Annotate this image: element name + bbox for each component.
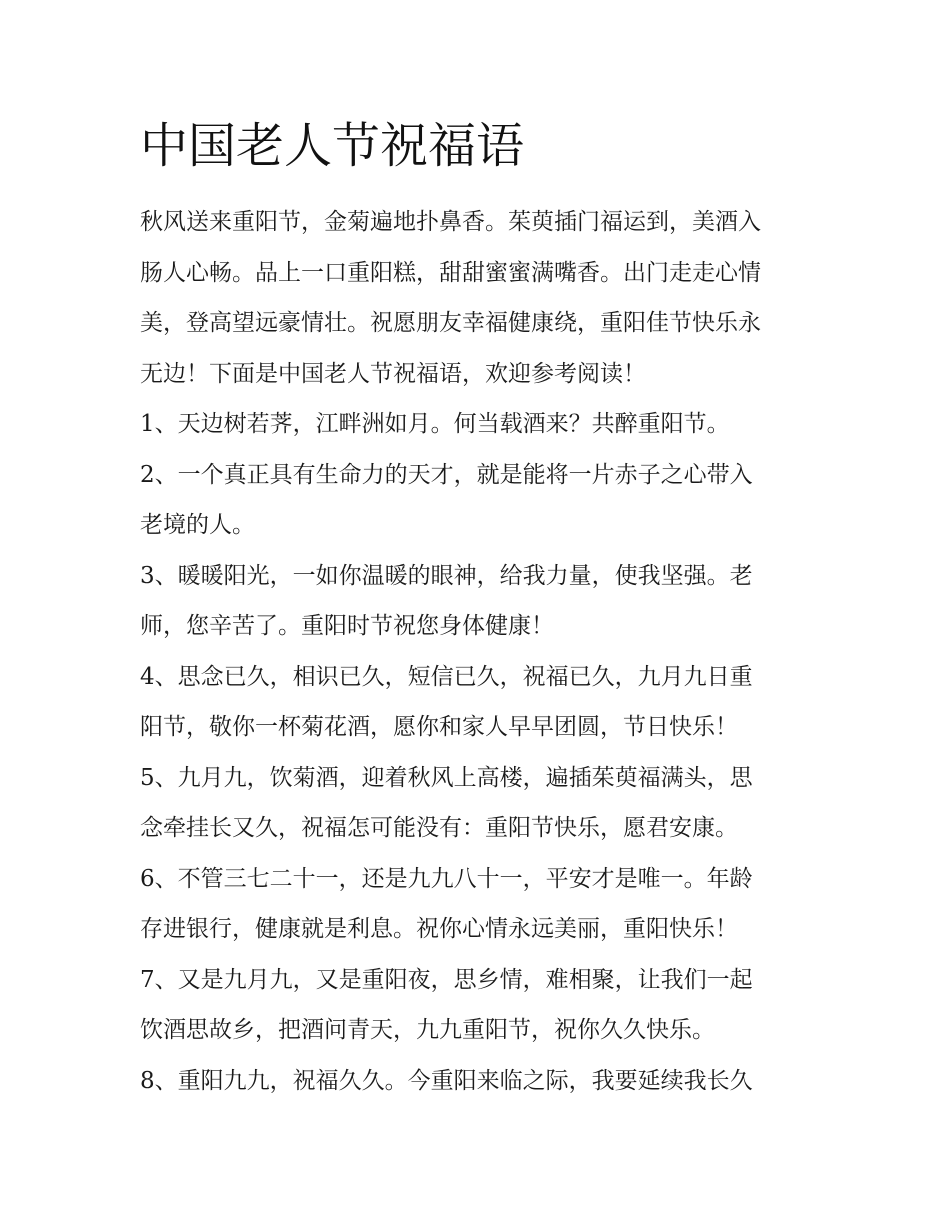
text-line: 6、不管三七二十一，还是九九八十一，平安才是唯一。年龄: [140, 865, 753, 892]
blessing-item-2: [140, 450, 816, 551]
text-line: 7、又是九月九，又是重阳夜，思乡情，难相聚，让我们一起: [140, 966, 753, 993]
text-line: 念牵挂长又久，祝福怎可能没有：重阳节快乐，愿君安康。: [140, 815, 738, 841]
text-line: 秋风送来重阳节，金菊遍地扑鼻香。茱萸插门福运到，美酒入: [140, 209, 761, 235]
text-line: 1、天边树若荠，江畔洲如月。何当载酒来？共醉重阳节。: [140, 411, 730, 437]
text-line: 4、思念已久，相识已久，短信已久，祝福已久，九月九日重: [140, 663, 753, 690]
document-title: 中国老人节祝福语: [140, 118, 525, 174]
blessing-item-3: [140, 551, 816, 652]
blessing-item-6: [140, 854, 816, 955]
text-line: 美，登高望远豪情壮。祝愿朋友幸福健康绕，重阳佳节快乐永: [140, 310, 761, 336]
text-line: 阳节，敬你一杯菊花酒，愿你和家人早早团圆，节日快乐！: [140, 714, 738, 740]
text-line: 3、暖暖阳光，一如你温暖的眼神，给我力量，使我坚强。老: [140, 562, 753, 589]
text-line: 师，您辛苦了。重阳时节祝您身体健康！: [140, 613, 554, 639]
text-line: 存进银行，健康就是利息。祝你心情永远美丽，重阳快乐！: [140, 916, 738, 942]
text-line: 肠人心畅。品上一口重阳糕，甜甜蜜蜜满嘴香。出门走走心情: [140, 259, 761, 286]
blessing-item-5: [140, 753, 816, 854]
text-line: 无边！下面是中国老人节祝福语，欢迎参考阅读！: [140, 360, 646, 387]
blessing-item-8: [140, 1056, 816, 1107]
blessing-item-1: [140, 399, 816, 450]
text-line: 饮酒思故乡，把酒问青天，九九重阳节，祝你久久快乐。: [140, 1017, 715, 1043]
text-line: 2、一个真正具有生命力的天才，就是能将一片赤子之心带入: [140, 461, 753, 488]
intro-paragraph: [140, 197, 816, 399]
text-line: 老境的人。: [140, 512, 255, 538]
text-line: 8、重阳九九，祝福久久。今重阳来临之际，我要延续我长久: [140, 1067, 753, 1094]
text-line: 5、九月九，饮菊酒，迎着秋风上高楼，遍插茱萸福满头，思: [140, 764, 753, 791]
blessing-item-4: [140, 652, 816, 753]
document-body: [140, 197, 816, 1106]
blessing-item-7: [140, 955, 816, 1056]
